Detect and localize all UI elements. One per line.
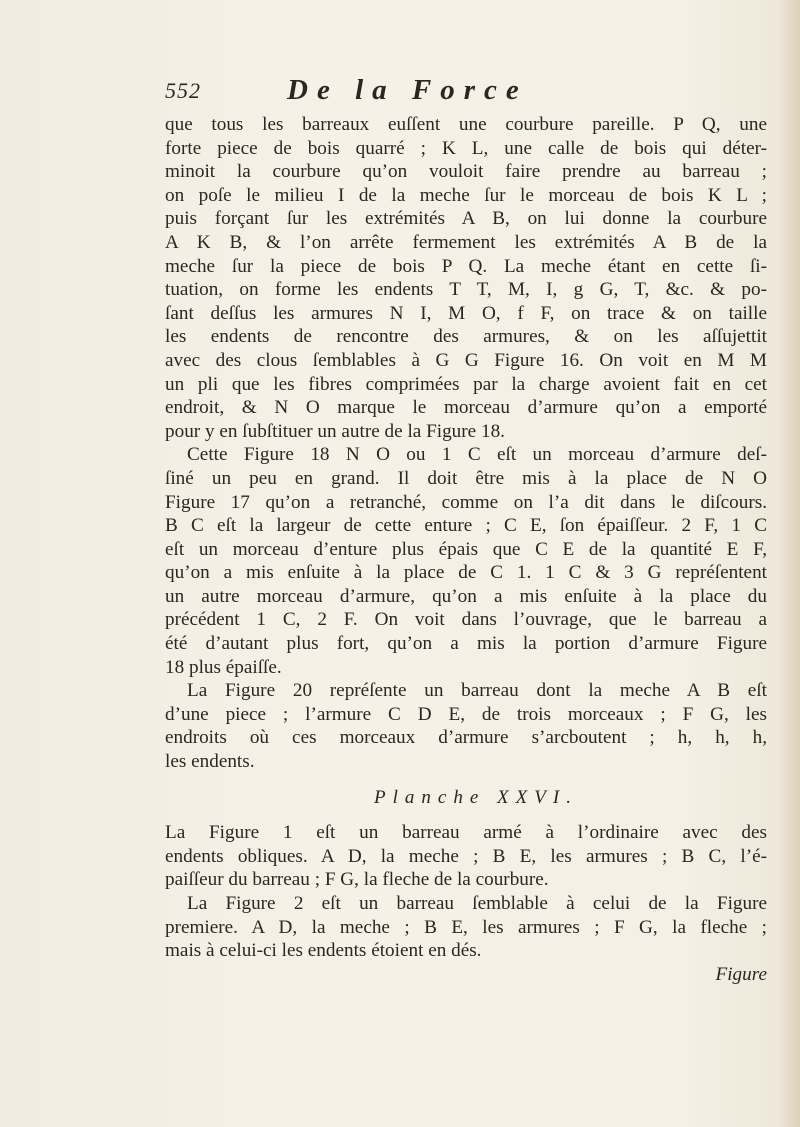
text-line: les endents de rencontre des armures, & on les aſſujettit <box>165 326 767 348</box>
text-line: forte piece de bois quarré ; K L, une calle de bois qui déter- <box>165 137 767 159</box>
text-line: Figure 17 qu’on a retranché, comme on l’a dit dans le diſcours. <box>165 491 767 513</box>
plate-heading: Planche XXVI. <box>374 786 578 808</box>
text-line: tuation, on forme les endents T T, M, I, g G, T, &c. & po- <box>165 279 767 301</box>
body-text <box>165 113 767 986</box>
paragraph-5 <box>165 892 767 963</box>
text-line: B C eſt la largeur de cette enture ; C E, ſon épaiſſeur. 2 F, 1 C <box>165 515 767 537</box>
text-line: que tous les barreaux euſſent une courbure pareille. P Q, une <box>165 114 767 135</box>
text-line: eſt un morceau d’enture plus épais que C E de la quantité E F, <box>165 538 767 560</box>
text-line: on poſe le milieu I de la meche ſur le morceau de bois K L ; <box>165 184 767 206</box>
text-line: A K B, & l’on arrête fermement les extrémités A B de la <box>165 231 767 253</box>
text-line: avec des clous ſemblables à G G Figure 16. On voit en M M <box>165 349 767 371</box>
text-line: été d’autant plus fort, qu’on a mis la portion d’armure Figure <box>165 633 767 655</box>
text-line: minoit la courbure qu’on vouloit faire prendre au barreau ; <box>165 161 767 183</box>
text-line: 18 plus épaiſſe. <box>165 656 282 678</box>
text-line: mais à celui-ci les endents étoient en dés. <box>165 940 482 962</box>
paragraph-2 <box>165 443 767 679</box>
text-line: ſant deſſus les armures N I, M O, f F, on trace & on taille <box>165 302 767 324</box>
text-line: endroits où ces morceaux d’armure s’arcboutent ; h, h, h, <box>165 727 767 749</box>
paragraph-3 <box>165 679 767 773</box>
text-line: un pli que les fibres comprimées par la charge avoient fait en cet <box>165 373 767 395</box>
page-number: 552 <box>165 78 201 103</box>
paragraph-1 <box>165 113 767 443</box>
catchword: Figure <box>715 963 767 985</box>
text-line: premiere. A D, la meche ; B E, les armures ; F G, la fleche ; <box>165 916 767 938</box>
text-line: meche ſur la piece de bois P Q. La meche étant en cette ſi- <box>165 255 767 277</box>
text-line: qu’on a mis enſuite à la place de C 1. 1 C & 3 G repréſentent <box>165 562 767 584</box>
text-line: paiſſeur du barreau ; F G, la fleche de la courbure. <box>165 869 549 891</box>
text-line: pour y en ſubſtituer un autre de la Figure 18. <box>165 420 505 442</box>
text-line: d’une piece ; l’armure C D E, de trois morceaux ; F G, les <box>165 703 767 725</box>
text-line: La Figure 20 repréſente un barreau dont la meche A B eſt <box>187 680 767 702</box>
page-header <box>165 76 645 110</box>
text-line: puis forçant ſur les extrémités A B, on lui donne la courbure <box>165 208 767 230</box>
running-title: De la Force <box>287 74 528 106</box>
text-line: La Figure 1 eſt un barreau armé à l’ordinaire avec des <box>165 822 767 844</box>
text-line: précédent 1 C, 2 F. On voit dans l’ouvrage, que le barreau a <box>165 609 767 631</box>
text-line: La Figure 2 eſt un barreau ſemblable à celui de la Figure <box>187 893 767 914</box>
paragraph-4 <box>165 821 767 892</box>
text-line: ſiné un peu en grand. Il doit être mis à la place de N O <box>165 467 767 489</box>
text-line: un autre morceau d’armure, qu’on a mis enſuite à la place du <box>165 585 767 607</box>
text-line: Cette Figure 18 N O ou 1 C eſt un morceau d’armure deſ- <box>187 444 767 466</box>
text-line: les endents. <box>165 751 255 773</box>
text-line: endroit, & N O marque le morceau d’armure qu’on a emporté <box>165 397 767 419</box>
page-edge-shadow <box>778 0 800 1127</box>
text-line: endents obliques. A D, la meche ; B E, les armures ; B C, l’é- <box>165 845 767 867</box>
